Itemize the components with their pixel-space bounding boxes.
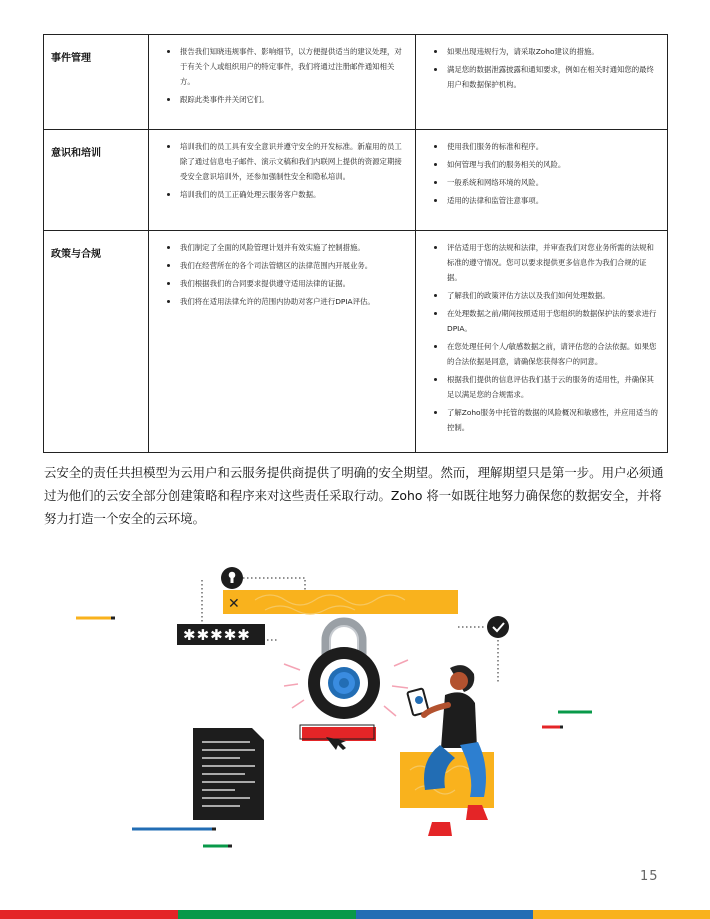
list-item: 培训我们的员工具有安全意识并遵守安全的开发标准。新雇用的员工除了通过信息电子邮件、演示文稿和我们内联网上提供的资源定期接受安全意识培训外，还参加强制性安全和隐私培训。 [167,139,405,184]
list-item: 了解Zoho服务中托管的数据的风险概况和敏感性，并应用适当的控制。 [434,405,659,435]
list-item: 在处理数据之前/期间按照适用于您组织的数据保护法的要求进行DPIA。 [434,306,659,336]
list-item: 我们制定了全面的风险管理计划并有效实施了控制措施。 [167,240,405,255]
row-category: 政策与合规 [44,231,149,453]
list-item: 跟踪此类事件并关闭它们。 [167,92,405,107]
list-item: 适用的法律和监管注意事项。 [434,193,659,208]
list-item: 满足您的数据泄露披露和通知要求，例如在相关时通知您的最终用户和数据保护机构。 [434,62,659,92]
list-item: 评估适用于您的法规和法律，并审查我们对您业务所需的法规和标准的遵守情况。您可以要求提供更多信息作为我们合规的证据。 [434,240,659,285]
summary-paragraph: 云安全的责任共担模型为云用户和云服务提供商提供了明确的安全期望。然而，理解期望只是第一步。用户必须通过为他们的云安全部分创建策略和程序来对这些责任采取行动。Zoho 将一如既往地努力确保您的数据安全，并将努力打造一个安全的云环境。 [44,465,664,526]
list-item: 我们在经营所在的各个司法管辖区的法律范围内开展业务。 [167,258,405,273]
list-item: 使用我们服务的标准和程序。 [434,139,659,154]
list-item: 培训我们的员工正确处理云服务客户数据。 [167,187,405,202]
yellow-banner [223,590,458,614]
keyhole-icon [221,567,243,589]
close-icon: ✕ [228,596,240,612]
footer-color-strip [0,910,710,919]
person-illustration [407,665,488,836]
document-icon [193,728,264,820]
list-item: 我们将在适用法律允许的范围内协助对客户进行DPIA评估。 [167,294,405,309]
padlock-icon [308,622,380,719]
list-item: 如何管理与我们的服务相关的风险。 [434,157,659,172]
page-number: 15 [640,869,659,884]
list-item: 如果出现违规行为，请采取Zoho建议的措施。 [434,44,659,59]
list-item: 在您处理任何个人/敏感数据之前，请评估您的合法依据。如果您的合法依据是同意，请确保您获得客户的同意。 [434,339,659,369]
list-item: 一般系统和网络环境的风险。 [434,175,659,190]
row-category: 事件管理 [44,35,149,130]
row-category: 意识和培训 [44,130,149,231]
list-item: 了解我们的政策评估方法以及我们如何处理数据。 [434,288,659,303]
list-item: 报告我们知晓违规事件、影响细节，以方便提供适当的建议处理，对于有关个人或组织用户的特定事件，我们将通过注册邮件通知相关方。 [167,44,405,89]
list-item: 我们根据我们的合同要求提供遵守适用法律的证据。 [167,276,405,291]
list-item: 根据我们提供的信息评估我们基于云的服务的适用性，并确保其足以满足您的合规需求。 [434,372,659,402]
password-mask: ✱✱✱✱✱ [183,626,251,644]
check-icon [487,616,509,638]
